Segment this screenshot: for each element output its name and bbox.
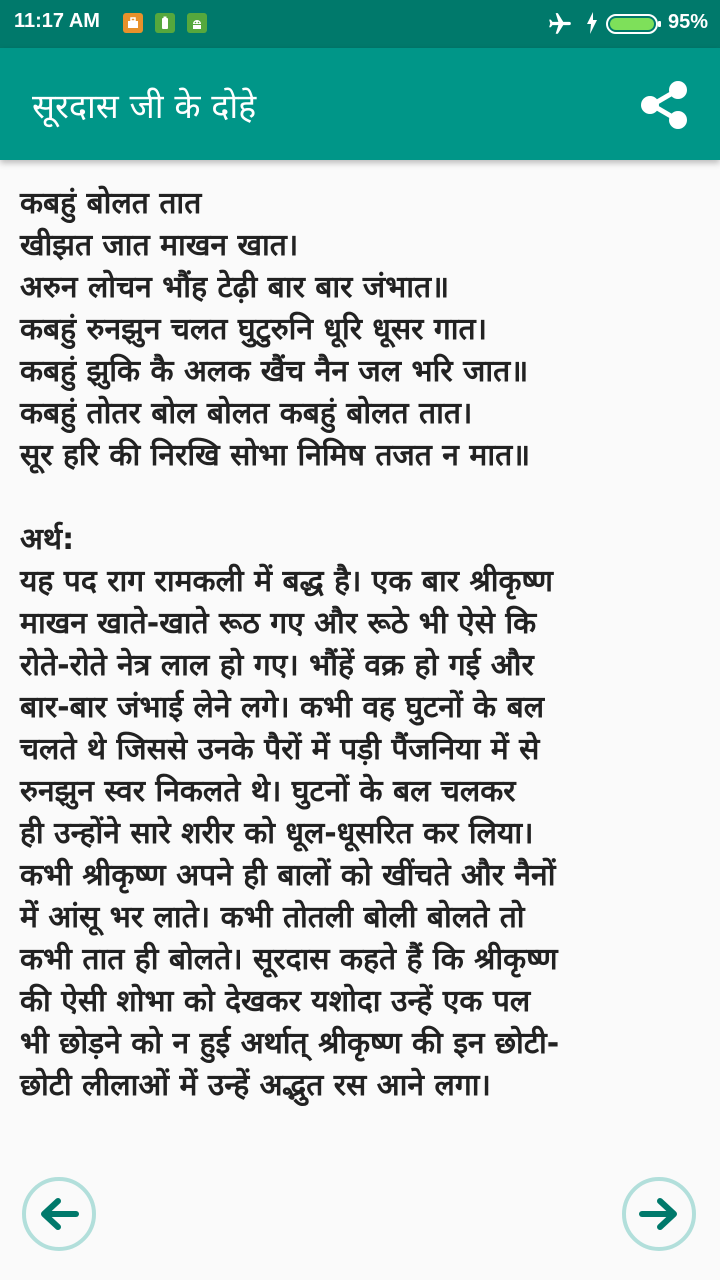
meaning-line: रोते-रोते नेत्र लाल हो गए। भौंहें वक्र हो गई और [20,648,534,683]
share-icon[interactable] [636,77,692,133]
poem-line: कबहुं बोलत तात [20,186,202,221]
arrow-right-icon [636,1191,682,1237]
meaning-block [20,519,710,1107]
charging-bolt-icon [586,12,598,34]
battery-icon [606,13,662,35]
poem-line: कबहुं तोतर बोल बोलत कबहुं बोलत तात। [20,396,473,431]
poem-block [20,183,710,477]
meaning-line: में आंसू भर लाते। कभी तोतली बोली बोलते तो [20,900,525,935]
next-button[interactable] [622,1177,696,1251]
airplane-mode-icon [546,11,574,37]
page-title: सूरदास जी के दोहे [32,87,257,127]
status-bar [0,0,720,48]
app-bar [0,48,720,160]
poem-line: खीझत जात माखन खात। [20,228,299,263]
poem-line: कबहुं रुनझुन चलत घुटुरुनि धूरि धूसर गात। [20,312,488,347]
toolbox-icon [123,13,143,33]
battery-app-icon [155,13,175,33]
meaning-line: माखन खाते-खाते रूठ गए और रूठे भी ऐसे कि [20,606,537,641]
spacer [20,477,710,519]
meaning-line: छोटी लीलाओं में उन्हें अद्भुत रस आने लगा। [20,1068,491,1103]
android-icon [187,13,207,33]
previous-button[interactable] [22,1177,96,1251]
status-time: 11:17 AM [14,10,100,32]
meaning-line: रुनझुन स्वर निकलते थे। घुटनों के बल चलकर [20,774,516,809]
meaning-line: भी छोड़ने को न हुई अर्थात् श्रीकृष्ण की इन छोटी- [20,1026,560,1061]
poem-line: कबहुं झुकि कै अलक खैंच नैन जल भरि जात॥ [20,354,529,389]
meaning-line: कभी श्रीकृष्ण अपने ही बालों को खींचते और नैनों [20,858,556,893]
meaning-line: चलते थे जिससे उनके पैरों में पड़ी पैंजनिया में से [20,732,540,767]
meaning-line: बार-बार जंभाई लेने लगे। कभी वह घुटनों के बल [20,690,545,725]
arrow-left-icon [36,1191,82,1237]
meaning-line: कभी तात ही बोलते। सूरदास कहते हैं कि श्रीकृष्ण [20,942,558,977]
meaning-heading: अर्थ: [20,522,75,557]
meaning-line: ही उन्होंने सारे शरीर को धूल-धूसरित कर लिया। [20,816,534,851]
content-area [20,183,710,1107]
meaning-line: यह पद राग रामकली में बद्ध है। एक बार श्रीकृष्ण [20,564,553,599]
meaning-line: की ऐसी शोभा को देखकर यशोदा उन्हें एक पल [20,984,531,1019]
poem-line: अरुन लोचन भौंह टेढ़ी बार बार जंभात॥ [20,270,450,305]
poem-line: सूर हरि की निरखि सोभा निमिष तजत न मात॥ [20,438,531,473]
battery-percent: 95% [668,11,709,33]
